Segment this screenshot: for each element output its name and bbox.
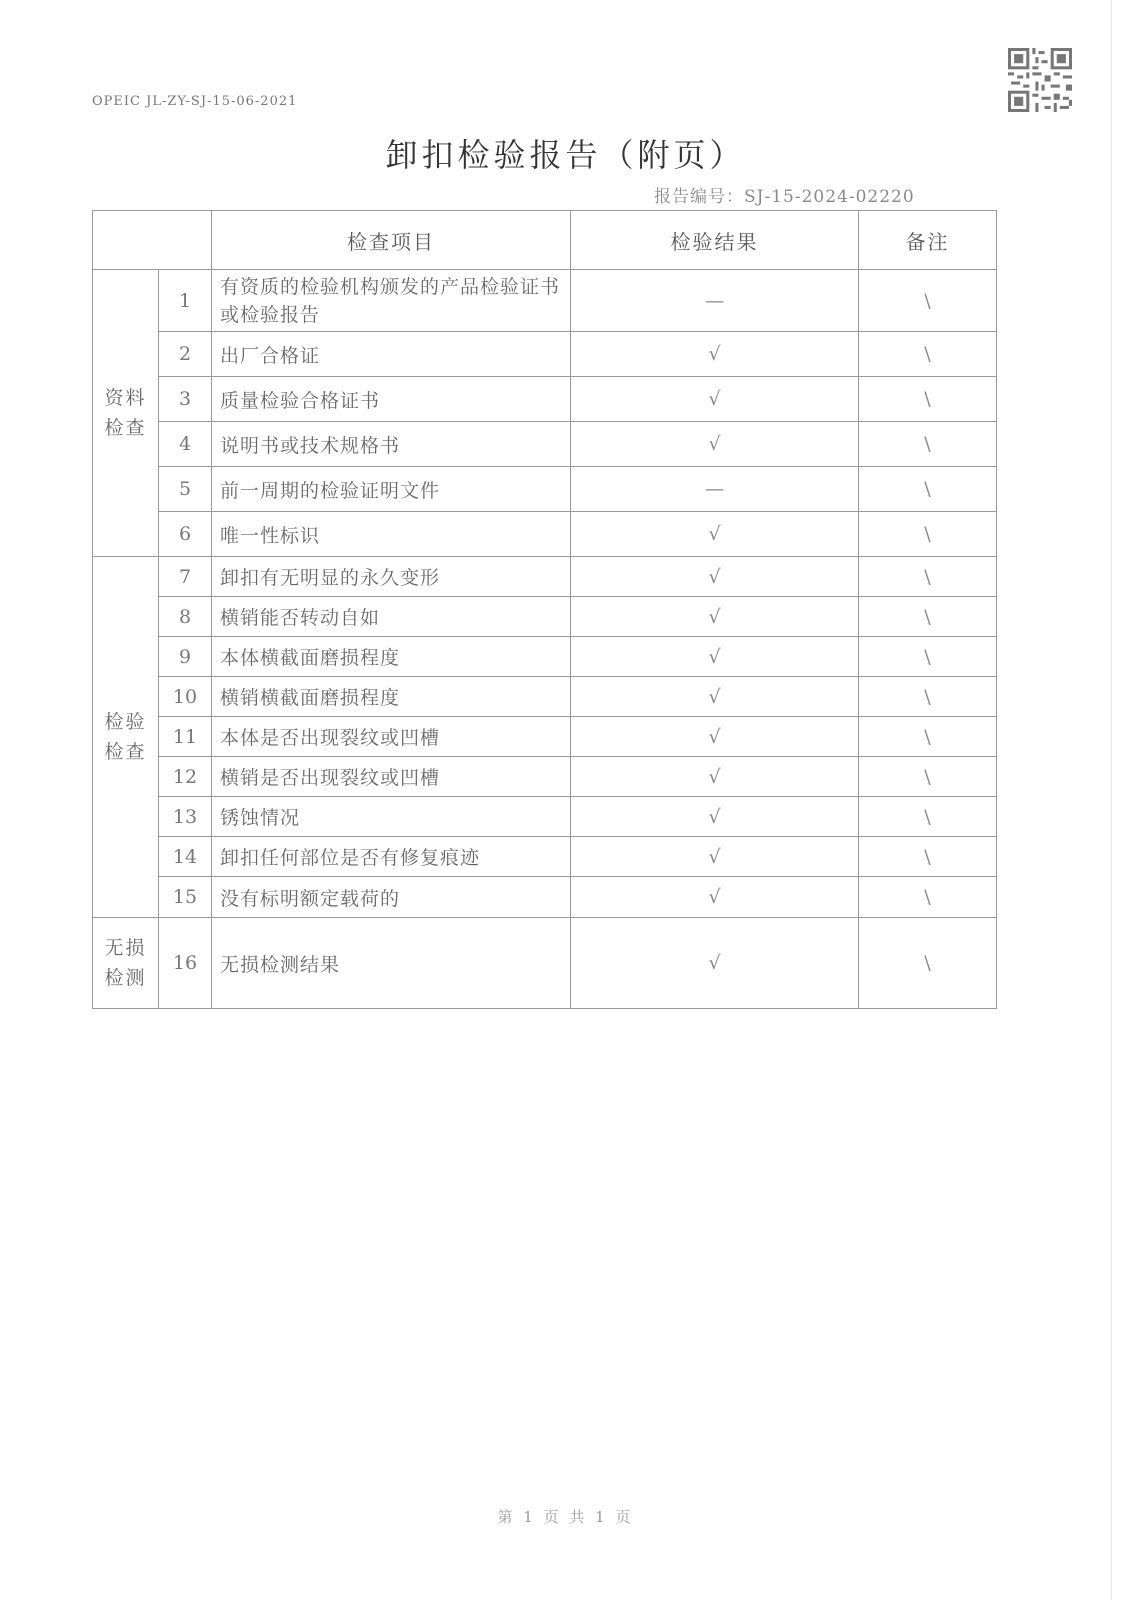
row-item: 本体横截面磨损程度 <box>212 637 571 677</box>
table-row <box>93 757 997 797</box>
page-footer: 第 1 页 共 1 页 <box>497 1508 634 1526</box>
row-remark: \ <box>859 467 997 512</box>
row-item: 锈蚀情况 <box>212 797 571 837</box>
row-result: √ <box>571 512 859 557</box>
table-row <box>93 597 997 637</box>
row-number: 8 <box>159 597 212 637</box>
row-number: 6 <box>159 512 212 557</box>
table-row <box>93 467 997 512</box>
row-item: 横销能否转动自如 <box>212 597 571 637</box>
category-cell <box>93 557 159 918</box>
page-edge-line <box>1111 0 1112 1600</box>
row-result: √ <box>571 717 859 757</box>
header-item: 检查项目 <box>212 211 571 270</box>
row-number: 15 <box>159 877 212 918</box>
table-row <box>93 637 997 677</box>
row-remark: \ <box>859 512 997 557</box>
header-blank-cell <box>93 211 212 270</box>
row-number: 9 <box>159 637 212 677</box>
row-item: 出厂合格证 <box>212 332 571 377</box>
row-result: — <box>571 467 859 512</box>
row-remark: \ <box>859 837 997 877</box>
row-remark: \ <box>859 677 997 717</box>
category-label-line: 检验 <box>104 711 147 733</box>
row-item: 本体是否出现裂纹或凹槽 <box>212 717 571 757</box>
table-row <box>93 377 997 422</box>
category-label-line: 检查 <box>104 417 147 439</box>
row-result: √ <box>571 837 859 877</box>
report-title: 卸扣检验报告（附页） <box>385 136 746 174</box>
row-number: 12 <box>159 757 212 797</box>
row-number: 3 <box>159 377 212 422</box>
document-code: OPEIC JL-ZY-SJ-15-06-2021 <box>92 94 298 109</box>
category-label-line: 无损 <box>104 937 147 959</box>
row-result: √ <box>571 877 859 918</box>
table-row <box>93 877 997 918</box>
table-header-row <box>93 211 997 270</box>
table-row <box>93 717 997 757</box>
row-remark: \ <box>859 757 997 797</box>
row-number: 14 <box>159 837 212 877</box>
row-item: 无损检测结果 <box>212 918 571 1009</box>
table-row <box>93 837 997 877</box>
row-result: √ <box>571 597 859 637</box>
row-result: √ <box>571 637 859 677</box>
row-item: 没有标明额定载荷的 <box>212 877 571 918</box>
table-row <box>93 512 997 557</box>
table-row <box>93 918 997 1009</box>
inspection-table <box>92 210 997 1009</box>
row-item: 卸扣任何部位是否有修复痕迹 <box>212 837 571 877</box>
row-remark: \ <box>859 637 997 677</box>
table-row <box>93 557 997 597</box>
category-label-line: 资料 <box>104 387 147 409</box>
row-item: 有资质的检验机构颁发的产品检验证书或检验报告 <box>212 270 571 332</box>
row-remark: \ <box>859 270 997 332</box>
table-row <box>93 677 997 717</box>
table-row <box>93 422 997 467</box>
row-item: 质量检验合格证书 <box>212 377 571 422</box>
row-remark: \ <box>859 332 997 377</box>
category-cell <box>93 270 159 557</box>
row-remark: \ <box>859 918 997 1009</box>
qr-code-icon <box>1008 48 1072 112</box>
category-label-line: 检测 <box>104 967 147 989</box>
row-result: √ <box>571 918 859 1009</box>
report-number: 报告编号：SJ-15-2024-02220 <box>654 187 915 207</box>
row-remark: \ <box>859 377 997 422</box>
row-result: √ <box>571 757 859 797</box>
row-result: √ <box>571 677 859 717</box>
row-item: 横销是否出现裂纹或凹槽 <box>212 757 571 797</box>
row-number: 10 <box>159 677 212 717</box>
row-number: 1 <box>159 270 212 332</box>
row-result: √ <box>571 422 859 467</box>
row-number: 5 <box>159 467 212 512</box>
category-label-line: 检查 <box>104 741 147 763</box>
row-number: 11 <box>159 717 212 757</box>
row-result: √ <box>571 797 859 837</box>
row-result: √ <box>571 557 859 597</box>
row-item: 唯一性标识 <box>212 512 571 557</box>
category-cell <box>93 918 159 1009</box>
header-remark: 备注 <box>859 211 997 270</box>
row-number: 13 <box>159 797 212 837</box>
row-remark: \ <box>859 422 997 467</box>
row-result: √ <box>571 377 859 422</box>
row-number: 16 <box>159 918 212 1009</box>
row-number: 7 <box>159 557 212 597</box>
row-item: 卸扣有无明显的永久变形 <box>212 557 571 597</box>
header-result: 检验结果 <box>571 211 859 270</box>
row-result: — <box>571 270 859 332</box>
row-number: 4 <box>159 422 212 467</box>
row-remark: \ <box>859 797 997 837</box>
row-number: 2 <box>159 332 212 377</box>
table-row <box>93 332 997 377</box>
row-remark: \ <box>859 717 997 757</box>
row-result: √ <box>571 332 859 377</box>
row-item: 横销横截面磨损程度 <box>212 677 571 717</box>
table-row <box>93 797 997 837</box>
table-row <box>93 270 997 332</box>
row-item: 前一周期的检验证明文件 <box>212 467 571 512</box>
row-remark: \ <box>859 557 997 597</box>
row-item: 说明书或技术规格书 <box>212 422 571 467</box>
row-remark: \ <box>859 877 997 918</box>
row-remark: \ <box>859 597 997 637</box>
